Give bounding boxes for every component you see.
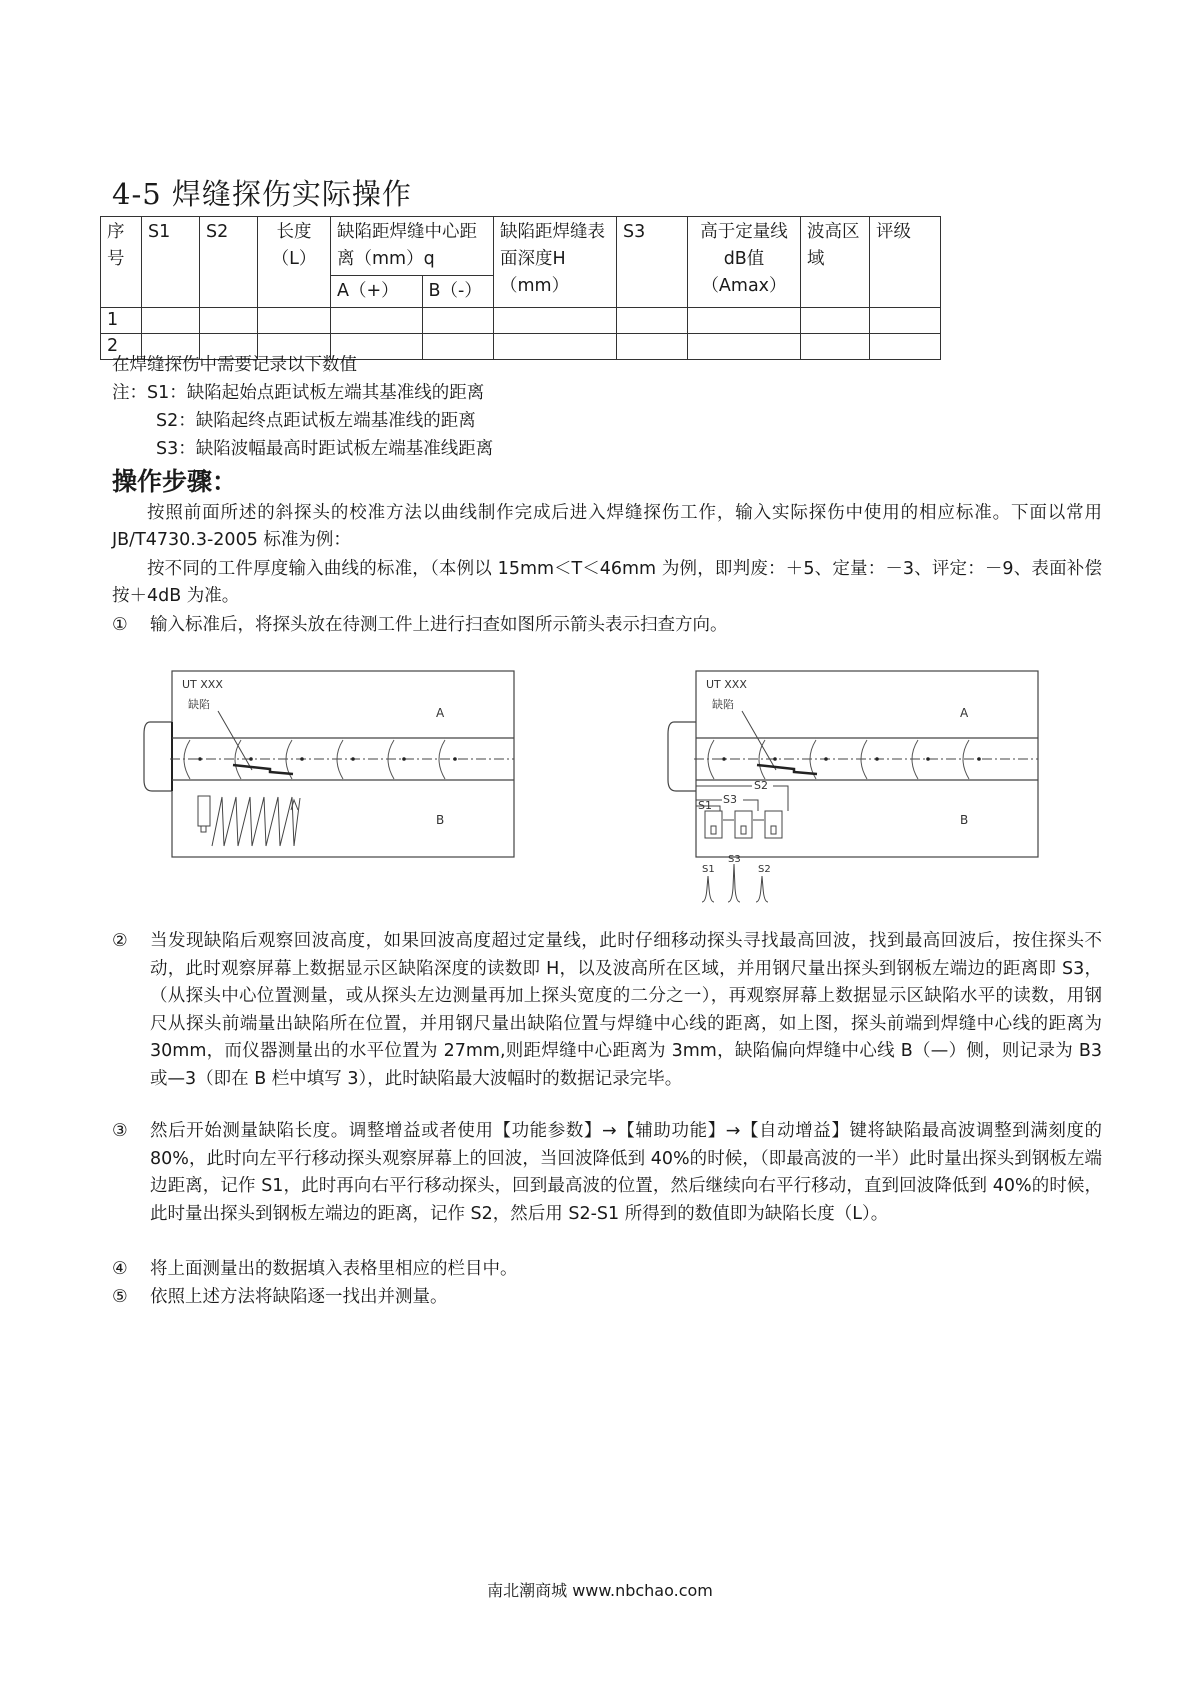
scan-pattern-figure xyxy=(140,670,520,870)
side-a-right: A xyxy=(960,706,969,720)
page-footer: 南北潮商城 www.nbchao.com xyxy=(487,1581,713,1600)
header-rating: 评级 xyxy=(870,217,941,308)
s2-marker: S2 xyxy=(754,779,768,792)
header-depth: 缺陷距焊缝表面深度H（mm） xyxy=(494,217,617,308)
echo-s3-label: S3 xyxy=(728,854,741,865)
step-1: ① 输入标准后，将探头放在待测工件上进行扫查如图所示箭头表示扫查方向。 xyxy=(112,615,728,635)
step-5: ⑤ 依照上述方法将缺陷逐一找出并测量。 xyxy=(112,1287,448,1307)
plate-label-right: UT XXX xyxy=(706,678,747,691)
defect-label-left: 缺陷 xyxy=(188,698,210,711)
header-db-above: 高于定量线dB值（Amax） xyxy=(688,217,801,308)
note-s1: 注：S1：缺陷起始点距试板左端其基准线的距离 xyxy=(112,383,485,403)
step-4: ④ 将上面测量出的数据填入表格里相应的栏目中。 xyxy=(112,1259,518,1279)
header-length: 长度（L） xyxy=(258,217,331,308)
side-b-right: B xyxy=(960,813,969,827)
header-s1: S1 xyxy=(142,217,200,308)
side-a-left: A xyxy=(436,706,445,720)
steps-heading: 操作步骤： xyxy=(112,467,238,496)
s1-marker: S1 xyxy=(698,799,712,812)
section-title: 4-5 焊缝探伤实际操作 xyxy=(112,177,412,211)
note-s3: S3：缺陷波幅最高时距试板左端基准线距离 xyxy=(156,439,494,459)
echo-s2-label: S2 xyxy=(758,864,771,875)
header-wave-zone: 波高区域 xyxy=(801,217,870,308)
record-table xyxy=(100,216,941,360)
defect-label-right: 缺陷 xyxy=(712,698,734,711)
note-s2: S2：缺陷起终点距试板左端基准线的距离 xyxy=(156,411,476,431)
s3-marker: S3 xyxy=(723,793,737,806)
echo-s1-label: S1 xyxy=(702,864,715,875)
header-s3: S3 xyxy=(617,217,688,308)
table-row: 2 xyxy=(101,334,941,360)
header-dist-center: 缺陷距焊缝中心距离（mm）q xyxy=(331,217,494,276)
header-a-plus: A（+） xyxy=(331,276,423,308)
step-2: ② 当发现缺陷后观察回波高度，如果回波高度超过定量线，此时仔细移动探头寻找最高回波，找到最高回波后，按住探头不动，此时观察屏幕上数据显示区缺陷深度的读数即 H，以及波高所在区域，并用钢尺量出探头到钢板左端边的距离即 S3，（从探头中心位置测量，或从探头左边测量再加上探头宽度的二分之一），再观察屏幕上数据显示区缺陷水平的读数，用钢尺从探头前端量出缺陷所在位置，并用钢尺量出缺陷位置与焊缝中心线的距离，如上图，探头前端到焊缝中心线的距离为 30mm，而仪器测量出的水平位置为 27mm,则距焊缝中心距离为 3mm，缺陷偏向焊缝中心线 B（—）侧，则记录为 B3 或—3（即在 B 栏中填写 3），此时缺陷最大波幅时的数据记录完毕。 xyxy=(112,931,1102,1089)
plate-label-left: UT XXX xyxy=(182,678,223,691)
measurement-figure xyxy=(664,670,1064,920)
standard-paragraph: 按不同的工件厚度输入曲线的标准，（本例以 15mm＜T＜46mm 为例，即判废：＋5、定量：－3、评定：－9、表面补偿按＋4dB 为准。 xyxy=(112,559,1102,606)
step-3: ③ 然后开始测量缺陷长度。调整增益或者使用【功能参数】→【辅助功能】→【自动增益】键将缺陷最高波调整到满刻度的 80%，此时向左平行移动探头观察屏幕上的回波，当回波降低到 40%的时候，（即最高波的一半）此时量出探头到钢板左端边距离，记作 S1，此时再向右平行移动探头，回到最高波的位置，然后继续向右平行移动，直到回波降低到 40%的时候，此时量出探头到钢板左端边的距离，记作 S2，然后用 S2-S1 所得到的数值即为缺陷长度（L）。 xyxy=(112,1121,1102,1224)
side-b-left: B xyxy=(436,813,445,827)
intro-paragraph: 按照前面所述的斜探头的校准方法以曲线制作完成后进入焊缝探伤工作，输入实际探伤中使用的相应标准。下面以常用 JB/T4730.3-2005 标准为例： xyxy=(112,503,1102,550)
header-s2: S2 xyxy=(200,217,258,308)
header-b-minus: B（-） xyxy=(422,276,493,308)
record-intro: 在焊缝探伤中需要记录以下数值 xyxy=(112,355,357,375)
table-row: 1 xyxy=(101,308,941,334)
header-seq: 序号 xyxy=(101,217,142,308)
